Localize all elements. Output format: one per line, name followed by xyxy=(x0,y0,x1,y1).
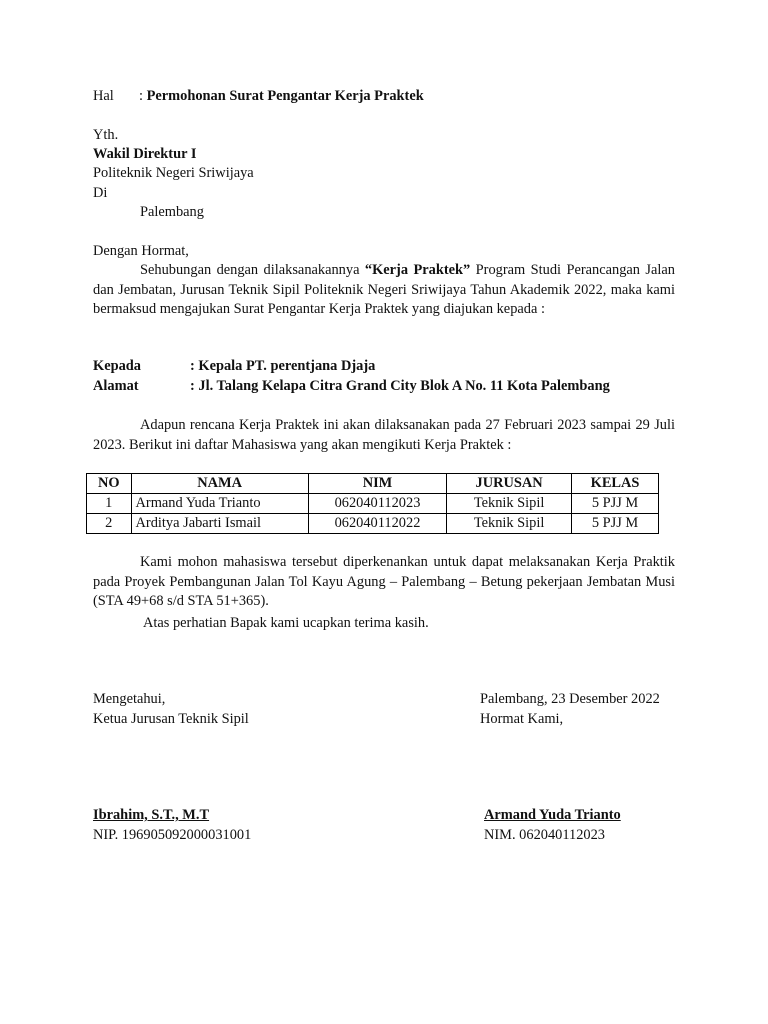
salutation: Dengan Hormat, xyxy=(93,243,189,259)
kepada-label: Kepada xyxy=(93,358,141,374)
hal-separator: : xyxy=(139,88,143,104)
cell-nim: 062040112023 xyxy=(308,494,446,514)
table-row xyxy=(87,514,659,534)
sign-left-role: Ketua Jurusan Teknik Sipil xyxy=(93,711,249,727)
closing-line: Atas perhatian Bapak kami ucapkan terima kasih. xyxy=(143,615,429,631)
paragraph-request xyxy=(93,553,675,612)
header-nama: NAMA xyxy=(131,474,308,494)
paragraph-schedule xyxy=(93,416,675,455)
alamat-row xyxy=(93,377,610,397)
alamat-label: Alamat xyxy=(93,378,139,394)
cell-nama: Arditya Jabarti Ismail xyxy=(131,514,308,534)
sign-left-label: Mengetahui, xyxy=(93,691,166,707)
sign-right-name: Armand Yuda Trianto xyxy=(484,807,621,823)
paragraph-schedule-text: Adapun rencana Kerja Praktek ini akan dilaksanakan pada 27 Februari 2023 sampai 29 Juli 2023. Berikut ini daftar Mahasiswa yang akan mengikuti Kerja Praktek : xyxy=(93,417,675,453)
paragraph-request-text: Kami mohon mahasiswa tersebut diperkenankan untuk dapat melaksanakan Kerja Praktik pada Proyek Pembangunan Jalan Tol Kayu Agung – Palembang – Betung pekerjaan Jembatan Musi (STA 49+68 s/d STA 51+365). xyxy=(93,554,675,609)
header-no: NO xyxy=(87,474,132,494)
kepada-value: : Kepala PT. perentjana Djaja xyxy=(190,358,376,374)
kepada-row xyxy=(93,357,375,377)
alamat-value: : Jl. Talang Kelapa Citra Grand City Blok A No. 11 Kota Palembang xyxy=(190,378,610,394)
recipient-institution: Politeknik Negeri Sriwijaya xyxy=(93,165,254,181)
paragraph-intro-after: Program Studi Perancangan Jalan dan Jembatan, Jurusan Teknik Sipil Politeknik Negeri Sriwijaya Tahun Akademik 2022, maka kami bermaksud mengajukan Surat Pengantar Kerja Praktek yang diajukan kepada : xyxy=(93,262,675,317)
header-nim: NIM xyxy=(308,474,446,494)
header-kelas: KELAS xyxy=(572,474,659,494)
header-jurusan: JURUSAN xyxy=(447,474,572,494)
cell-kelas: 5 PJJ M xyxy=(572,494,659,514)
hal-label: Hal xyxy=(93,88,114,104)
paragraph-intro-before: Sehubungan dengan dilaksanakannya xyxy=(140,262,365,278)
student-table xyxy=(86,473,659,534)
sign-left-name: Ibrahim, S.T., M.T xyxy=(93,807,210,823)
sign-right-id: NIM. 062040112023 xyxy=(484,827,605,843)
table-header-row xyxy=(87,474,659,494)
sign-right-greeting: Hormat Kami, xyxy=(480,711,564,727)
cell-jurusan: Teknik Sipil xyxy=(447,514,572,534)
sign-right-place-date: Palembang, 23 Desember 2022 xyxy=(480,691,660,707)
cell-jurusan: Teknik Sipil xyxy=(447,494,572,514)
subject-text: Permohonan Surat Pengantar Kerja Praktek xyxy=(146,88,424,104)
di-label: Di xyxy=(93,185,108,201)
cell-nama: Armand Yuda Trianto xyxy=(131,494,308,514)
paragraph-intro-emphasis: “Kerja Praktek” xyxy=(364,262,471,278)
cell-no: 1 xyxy=(87,494,132,514)
recipient-city: Palembang xyxy=(140,204,204,220)
recipient-position: Wakil Direktur I xyxy=(93,146,197,162)
paragraph-intro xyxy=(93,261,675,320)
sign-left-id: NIP. 196905092000031001 xyxy=(93,827,252,843)
cell-no: 2 xyxy=(87,514,132,534)
yth-label: Yth. xyxy=(93,127,119,143)
table-row xyxy=(87,494,659,514)
subject-line xyxy=(93,87,424,107)
cell-kelas: 5 PJJ M xyxy=(572,514,659,534)
cell-nim: 062040112022 xyxy=(308,514,446,534)
